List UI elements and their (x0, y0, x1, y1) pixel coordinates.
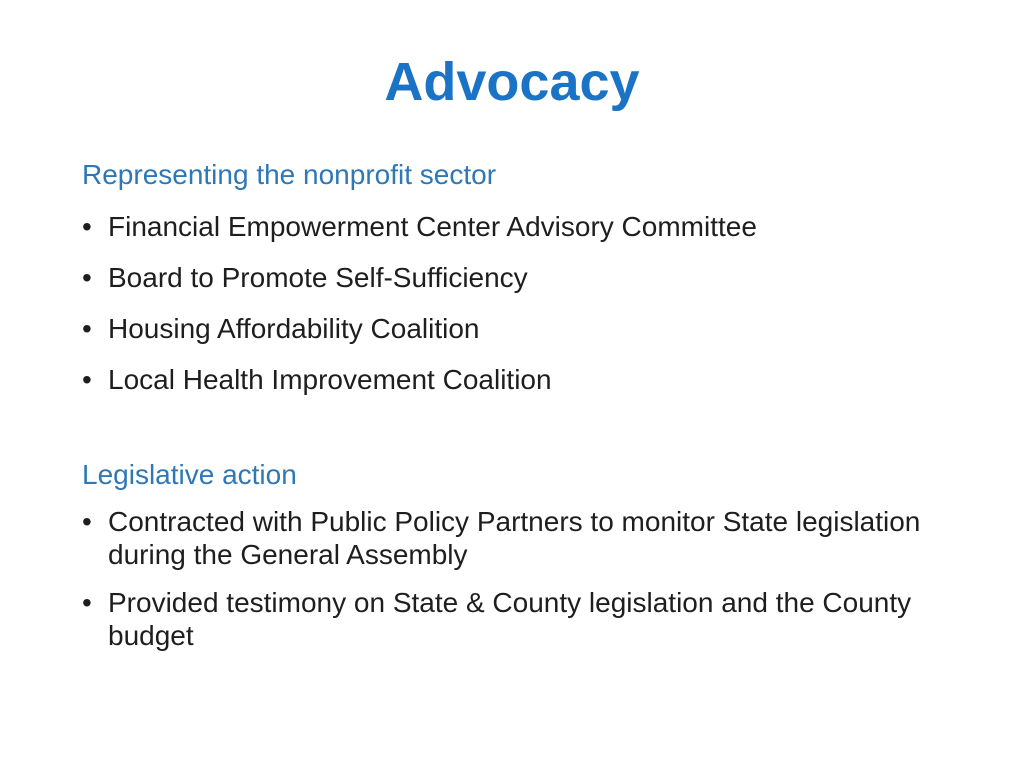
list-item (82, 210, 962, 243)
bullet-list-legislative (82, 505, 962, 667)
list-item (82, 261, 962, 294)
bullet-icon: • (82, 506, 92, 537)
bullet-text: Contracted with Public Policy Partners to monitor State legislation during the General Assembly (108, 506, 921, 570)
section-heading-sector: Representing the nonprofit sector (82, 159, 497, 190)
bullet-icon: • (82, 313, 92, 344)
section-heading-legislative: Legislative action (82, 459, 297, 490)
bullet-icon: • (82, 587, 92, 618)
bullet-text: Financial Empowerment Center Advisory Committee (108, 211, 757, 242)
bullet-text: Local Health Improvement Coalition (108, 364, 552, 395)
slide-title: Advocacy (384, 52, 640, 112)
list-item (82, 586, 962, 652)
list-item (82, 363, 962, 396)
bullet-text: Board to Promote Self-Sufficiency (108, 262, 528, 293)
bullet-text: Provided testimony on State & County legislation and the County budget (108, 587, 912, 651)
list-item (82, 312, 962, 345)
bullet-list-sector (82, 210, 962, 414)
bullet-icon: • (82, 262, 92, 293)
list-item (82, 505, 962, 571)
bullet-icon: • (82, 364, 92, 395)
bullet-text: Housing Affordability Coalition (108, 313, 480, 344)
bullet-icon: • (82, 211, 92, 242)
